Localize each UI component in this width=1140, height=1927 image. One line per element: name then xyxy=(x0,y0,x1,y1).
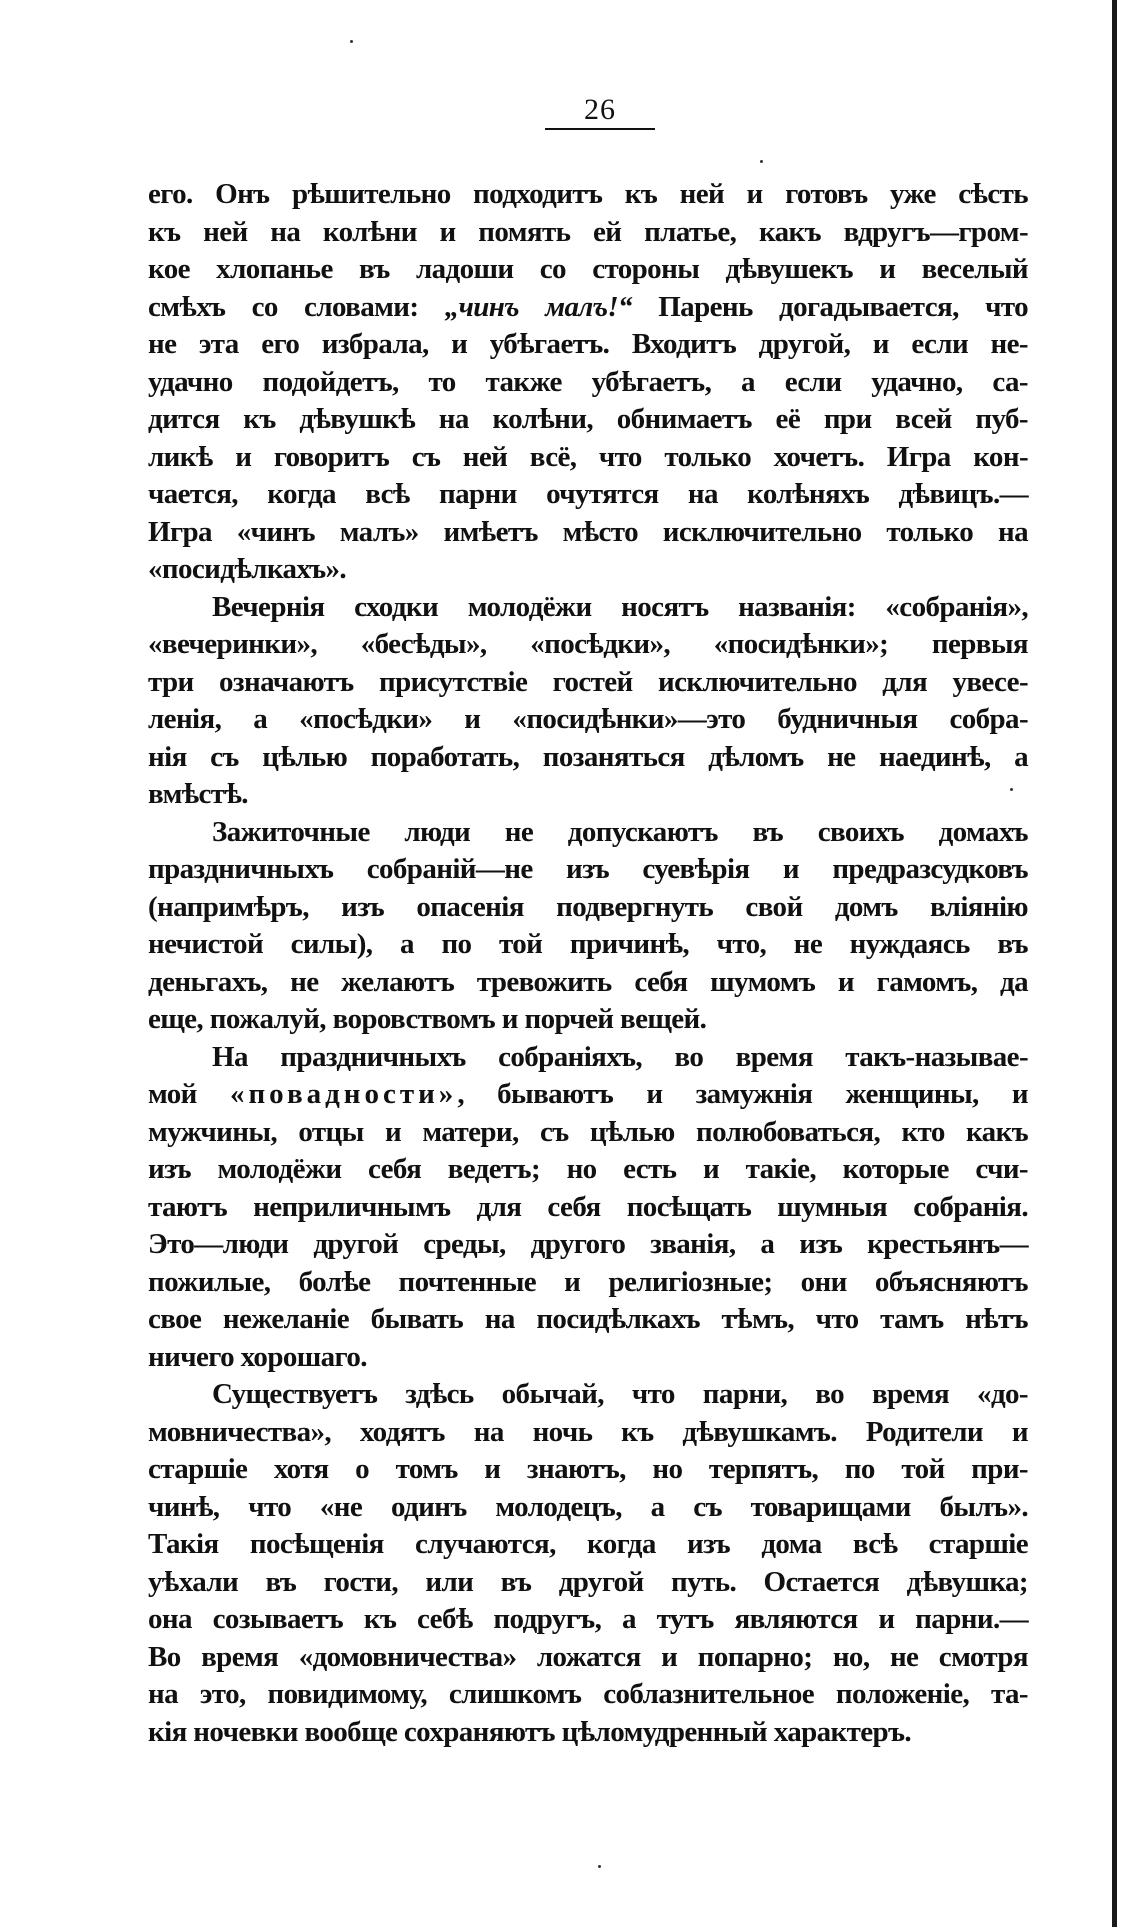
paragraph-start: Зажиточные люди не допускаютъ въ своихъ домахъ xyxy=(212,815,1028,848)
text-line: чается, когда всѣ парни очутятся на колѣняхъ дѣвицъ.— xyxy=(148,478,1028,510)
text-fragment: Парень догадывается, что xyxy=(631,290,1028,323)
text-line: Такія посѣщенія случаются, когда изъ дома всѣ старшіе xyxy=(148,1528,1028,1560)
text-line: ленія, а «посѣдки» и «посидѣнки»—это будничныя собра- xyxy=(148,703,1028,735)
text-line: его. Онъ рѣшительно подходитъ къ ней и готовъ уже сѣсть xyxy=(148,178,1028,210)
text-line: чинѣ, что «не одинъ молодецъ, а съ товарищами былъ». xyxy=(148,1490,1028,1523)
text-line: къ ней на колѣни и помять ей платье, какъ вдругъ—гром- xyxy=(148,215,1028,248)
print-speck xyxy=(350,40,353,43)
text-line: мужчины, отцы и матери, съ цѣлью полюбоваться, кто какъ xyxy=(148,1115,1028,1148)
text-line: таютъ неприличнымъ для себя посѣщать шумныя собранія. xyxy=(148,1190,1028,1223)
text-line xyxy=(148,1076,1028,1114)
text-line: ничего хорошаго. xyxy=(148,1340,367,1373)
text-line: нія съ цѣлью поработать, позаняться дѣломъ не наединѣ, а xyxy=(148,740,1028,773)
paragraph-start: Существуетъ здѣсь обычай, что парни, во время «до- xyxy=(212,1378,1028,1410)
text-line: «посидѣлкахъ». xyxy=(148,553,347,585)
text-fragment: , бываютъ и замужнія женщины, и xyxy=(457,1078,1028,1110)
text-line: свое нежеланіе бывать на посидѣлкахъ тѣмъ, что тамъ нѣтъ xyxy=(148,1303,1028,1335)
body-text xyxy=(148,176,1028,1751)
text-line: уѣхали въ гости, или въ другой путь. Остается дѣвушка; xyxy=(148,1565,1028,1598)
text-line: не эта его избрала, и убѣгаетъ. Входитъ другой, и если не- xyxy=(148,328,1028,360)
text-line: кія ночевки вообще сохраняютъ цѣломудренный характеръ. xyxy=(148,1715,912,1748)
text-line: ликѣ и говоритъ съ ней всё, что только хочетъ. Игра кон- xyxy=(148,440,1028,473)
text-line: Это—люди другой среды, другого званія, а изъ крестьянъ— xyxy=(148,1228,1028,1260)
binding-edge xyxy=(1112,0,1117,1927)
italic-phrase: „чинъ малъ!“ xyxy=(444,290,632,323)
text-line: дится къ дѣвушкѣ на колѣни, обнимаетъ её при всей пуб- xyxy=(148,403,1028,435)
spaced-word: «повадности» xyxy=(229,1078,458,1110)
text-line: кое хлопанье въ ладоши со стороны дѣвушекъ и веселый xyxy=(148,253,1028,285)
print-speck xyxy=(598,1865,601,1868)
print-speck xyxy=(760,160,763,163)
text-fragment: мой xyxy=(148,1078,230,1110)
text-line: старшіе хотя о томъ и знаютъ, но терпятъ, по той при- xyxy=(148,1453,1028,1485)
text-line: Игра «чинъ малъ» имѣетъ мѣсто исключительно только на xyxy=(148,515,1028,548)
text-line: (напримѣръ, изъ опасенія подвергнуть свой домъ вліянію xyxy=(148,890,1028,923)
text-line: еще, пожалуй, воровствомъ и порчей вещей. xyxy=(148,1003,707,1035)
text-line: она созываетъ къ себѣ подругъ, а тутъ являются и парни.— xyxy=(148,1603,1028,1635)
text-line: три означаютъ присутствіе гостей исключительно для увесе- xyxy=(148,665,1028,698)
text-line xyxy=(148,289,1028,327)
text-line: деньгахъ, не желаютъ тревожить себя шумомъ и гамомъ, да xyxy=(148,965,1028,998)
paragraph-start: На праздничныхъ собраніяхъ, во время такъ-называе- xyxy=(212,1040,1028,1073)
page-number: 26 xyxy=(584,93,616,126)
text-line: на это, повидимому, слишкомъ соблазнительное положеніе, та- xyxy=(148,1678,1028,1710)
text-line: мовничества», ходятъ на ночь къ дѣвушкамъ. Родители и xyxy=(148,1415,1028,1448)
text-line: пожилые, болѣе почтенные и религіозные; они объясняютъ xyxy=(148,1265,1028,1298)
text-line: нечистой силы), а по той причинѣ, что, не нуждаясь въ xyxy=(148,928,1028,960)
page-number-rule xyxy=(545,128,655,130)
text-line: вмѣстѣ. xyxy=(148,778,248,810)
text-line: Во время «домовничества» ложатся и попарно; но, не смотря xyxy=(148,1640,1028,1673)
text-fragment: смѣхъ со словами: xyxy=(148,290,445,323)
paragraph-start: Вечернія сходки молодёжи носятъ названія: «собранія», xyxy=(212,590,1028,623)
text-line: праздничныхъ собраній—не изъ суевѣрія и предразсудковъ xyxy=(148,853,1028,885)
text-line: «вечеринки», «бесѣды», «посѣдки», «посидѣнки»; первыя xyxy=(148,628,1028,660)
text-line: удачно подойдетъ, то также убѣгаетъ, а если удачно, са- xyxy=(148,365,1028,398)
text-line: изъ молодёжи себя ведетъ; но есть и такіе, которые счи- xyxy=(148,1153,1028,1185)
